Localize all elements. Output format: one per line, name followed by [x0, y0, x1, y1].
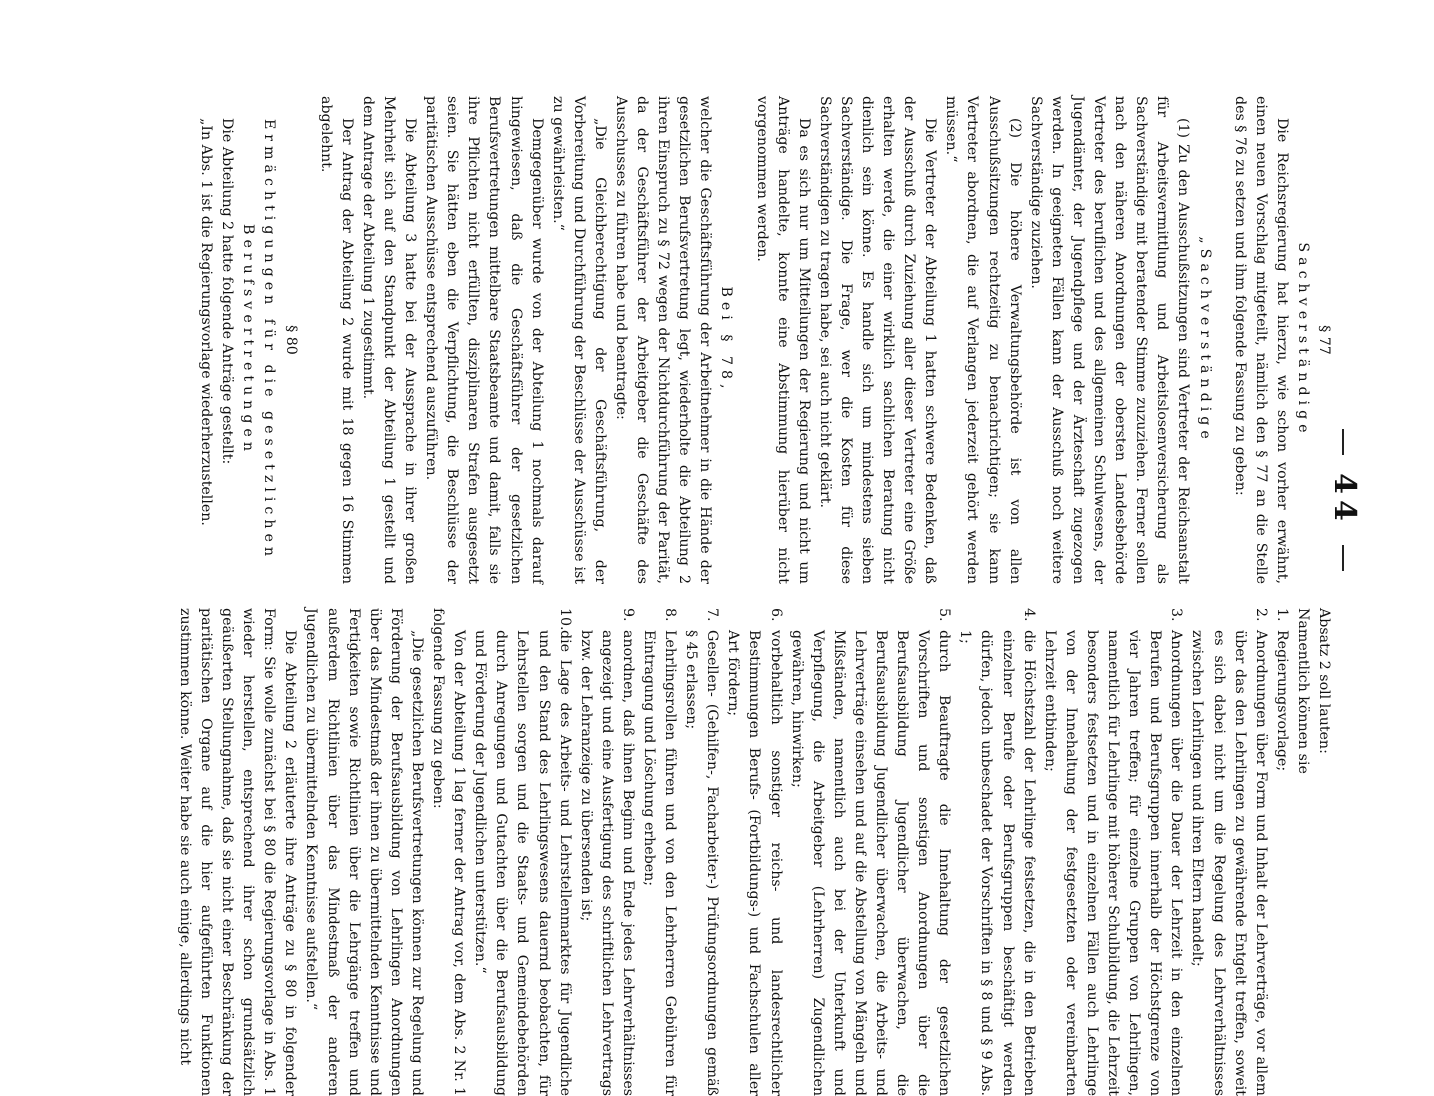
enumerated-list: [469, 608, 1292, 1096]
paragraph: Die Vertreter der Abteilung 1 hatten schwere Bedenken, daß der Ausschuß durch Zuziehung aller dieser Vertreter eine Größe erhalten werde, die einer wirklich sachlichen Beratung nicht dienlich sein könne. Es handle sich um mindestens sieben Sachverständige. Die Frage, wer die Kosten für diese Sachverständigen zu tragen habe, sei auch nicht geklärt.: [816, 96, 939, 584]
list-item: 2. Anordnungen über Form und Inhalt der Lehrverträge, vor allem über das den Lehrlingen zu gewährende Entgelt treffen, soweit es sich dabei nicht um die Regelung des Lehrverhältnisses zwischen Lehrlingen und ihren Eltern handelt;: [1189, 608, 1269, 1096]
list-item: 8. Lehrlingsrollen führen und von den Lehrherren Gebühren für Eintragung und Löschung erheben;: [641, 608, 679, 1096]
paragraph: Der Antrag der Abteilung 2 wurde mit 18 gegen 16 Stimmen abgelehnt.: [317, 96, 355, 584]
list-item: 3. Anordnungen über die Dauer der Lehrzeit in den einzelnen Berufen und Berufsgruppen innerhalb der Höchstgrenze von vier Jahren treffen; für einzelne Gruppen von Lehrlingen, namentlich für Lehrlinge mit höherer Schulbildung, die Lehrzeit besonders festsetzen und in einzelnen Fällen auch Lehrlinge von der Innehaltung der festgesetzten oder vereinbarten Lehrzeit entbinden;: [1041, 608, 1185, 1096]
quote-heading: „Sachverständige: [1196, 236, 1213, 444]
section-77-title: § 77: [1316, 325, 1332, 355]
bei-78-heading: Bei § 78,: [718, 286, 735, 394]
list-item: 7. Gesellen- (Gehilfen-, Facharbeiter-) Prüfungsordnungen gemäß § 45 erlassen;: [683, 608, 721, 1096]
page-number-value: 44: [1327, 473, 1362, 527]
paragraph: Die Abteilung 3 hatte bei der Aussprache in ihrer großen Mehrheit sich auf den Standpunkt der Abteilung 1 gestellt und dem Antrage der Abteilung 1 zugestimmt.: [359, 96, 419, 584]
paragraph: Da es sich nur um Mitteilungen der Regierung und nicht um Anträge handelte, konnte eine Abstimmung hierüber nicht vorgenommen werden.: [753, 96, 812, 584]
left-column: [195, 96, 1334, 584]
paragraph: Die Reichsregierung hat hierzu, wie schon vorher erwähnt, einen neuen Vorschlag mitgeteilt, nämlich den § 77 an die Stelle des § 76 zu setzen und ihm folgende Fassung zu geben:: [1231, 96, 1290, 584]
paragraph: Namentlich können sie: [1294, 608, 1311, 774]
list-item: 1. Regierungsvorlage;: [1273, 608, 1290, 772]
paragraph: welcher die Geschäftsführung der Arbeitnehmer in die Hände der gesetzlichen Berufsvertretung legt, wiederholte die Abteilung 2 ihren Einspruch zu § 72 wegen der Nichtdurchführung der Parität, da der Geschäftsführer der Arbeitgeber die Geschäfte des Ausschusses zu führen habe und beantragte:: [613, 96, 714, 584]
paragraph: Von der Abteilung 1 lag ferner der Antrag vor, dem Abs. 2 Nr. 1 folgende Fassung zu geben:: [430, 608, 468, 1096]
list-item: 6. vorbehaltlich sonstiger reichs- und landesrechtlicher Bestimmungen Berufs- (Fortbildungs-) und Fachschulen aller Art fördern;: [725, 608, 784, 1096]
list-item: 4. die Höchstzahl der Lehrlinge festsetzen, die in den Betrieben einzelner Berufe oder Berufsgruppen beschäftigt werden dürfen, jedoch unbeschadet der Vorschriften in § 8 und § 9 Abs. 1;: [957, 608, 1037, 1096]
paragraph: Demgegenüber wurde von der Abteilung 1 nochmals darauf hingewiesen, daß die Geschäftsführer der gesetzlichen Berufsvertretungen mittelbare Staatsbeamte und damit, falls sie ihre Pflichten nicht erfüllten, disziplinaren Strafen ausgesetzt seien. Sie hätten eben die Verpflichtung, die Beschlüsse der paritätischen Ausschüsse entsprechend auszuführen.: [423, 96, 545, 584]
quote-paragraph: „Die gesetzlichen Berufsvertretungen können zur Regelung und Förderung der Berufsausbildung von Lehrlingen Anordnungen über das Mindestmaß der ihnen zu übermittelnden Kenntnisse und Fertigkeiten sowie Richtlinien über die Lehrgänge treffen und außerdem Richtlinien über das Mindestmaß der anderen Jugendlichen zu übermittelnden Kenntnisse aufstellen.“: [303, 608, 425, 1096]
dash-left: [1342, 429, 1344, 455]
list-item: 5. durch Beauftragte die Innehaltung der gesetzlichen Vorschriften und sonstigen Anordnungen über die Berufsausbildung Jugendlicher überwachen, die Berufsausbildung Jugendlicher überwachen, die Arbeits- und Lehrverträge einsehen und auf die Abstellung von Mängeln und Mißständen, namentlich auch bei der Unterkunft und Verpflegung, die Arbeitgeber (Lehrherren) Zugendlichen gewähren, hinwirken;: [788, 608, 953, 1096]
quote-paragraph: (2) Die höhere Verwaltungsbehörde ist von allen Ausschußsitzungen rechtzeitig zu benachrichtigen; sie kann Vertreter abordnen, die auf Verlangen jederzeit gehört werden müssen.“: [943, 96, 1023, 584]
quote-paragraph: „Die Gleichberechtigung der Geschäftsführung, der Vorbereitung und Durchführung der Beschlüsse der Ausschüsse ist zu gewährleisten.“: [549, 96, 608, 584]
section-77-heading: Sachverständige: [1294, 242, 1311, 438]
right-column: [174, 608, 1334, 1096]
section-80-heading: Berufsvertretungen: [240, 224, 257, 456]
list-item: 10. die Lage des Arbeits- und Lehrstellenmarktes für Jugendliche und den Stand des Lehrlingswesens dauernd beobachten, für Lehrstellen sorgen und die Staats- und Gemeindebehörden durch Anregungen und Gutachten über die Berufsausbildung und Förderung der Jugendlichen unterstützen.“: [472, 608, 573, 1096]
list-item: 9. anordnen, daß ihnen Beginn und Ende jedes Lehrverhältnisses angezeigt und eine Ausfertigung des schriftlichen Lehrvertrags bzw. der Lehranzeige zu übersenden ist;: [577, 608, 636, 1096]
paragraph: Absatz 2 soll lauten:: [1316, 608, 1332, 754]
section-80-heading: Ermächtigungen für die gesetzlichen: [261, 118, 278, 562]
paragraph: Die Abteilung 2 hatte folgende Anträge gestellt:: [219, 118, 236, 465]
quote-paragraph: (1) Zu den Ausschußsitzungen sind Vertreter der Reichsanstalt für Arbeitsvermittlung und Arbeitslosenversicherung als Sachverständige mit beratender Stimme zuzuziehen. Ferner sollen nach den näheren Anordnungen der obersten Landesbehörde Vertreter des beruflichen und des allgemeinen Schulwesens, der Jugendämter, der Jugendpflege und der Ärzteschaft zugezogen werden. In geeigneten Fällen kann der Ausschuß noch weitere Sachverständige zuziehen.: [1027, 96, 1192, 584]
quote-paragraph: „In Abs. 1 ist die Regierungsvorlage wiederherzustellen.: [198, 118, 215, 526]
paragraph: Die Abteilung 2 erläuterte ihre Anträge zu § 80 in folgender Form: Sie wolle zunächst bei § 80 die Regierungsvorlage in Abs. 1 wieder herstellen, entsprechend ihrer schon grundsätzlich geäußerten Stellungnahme, daß sie nicht einer Beschränkung der paritätischen Organe auf die hier aufgeführten Funktionen zustimmen könne. Weiter habe sie auch einige, allerdings nicht: [176, 608, 299, 1096]
section-80-title: § 80: [282, 325, 299, 355]
dash-right: [1342, 545, 1344, 571]
